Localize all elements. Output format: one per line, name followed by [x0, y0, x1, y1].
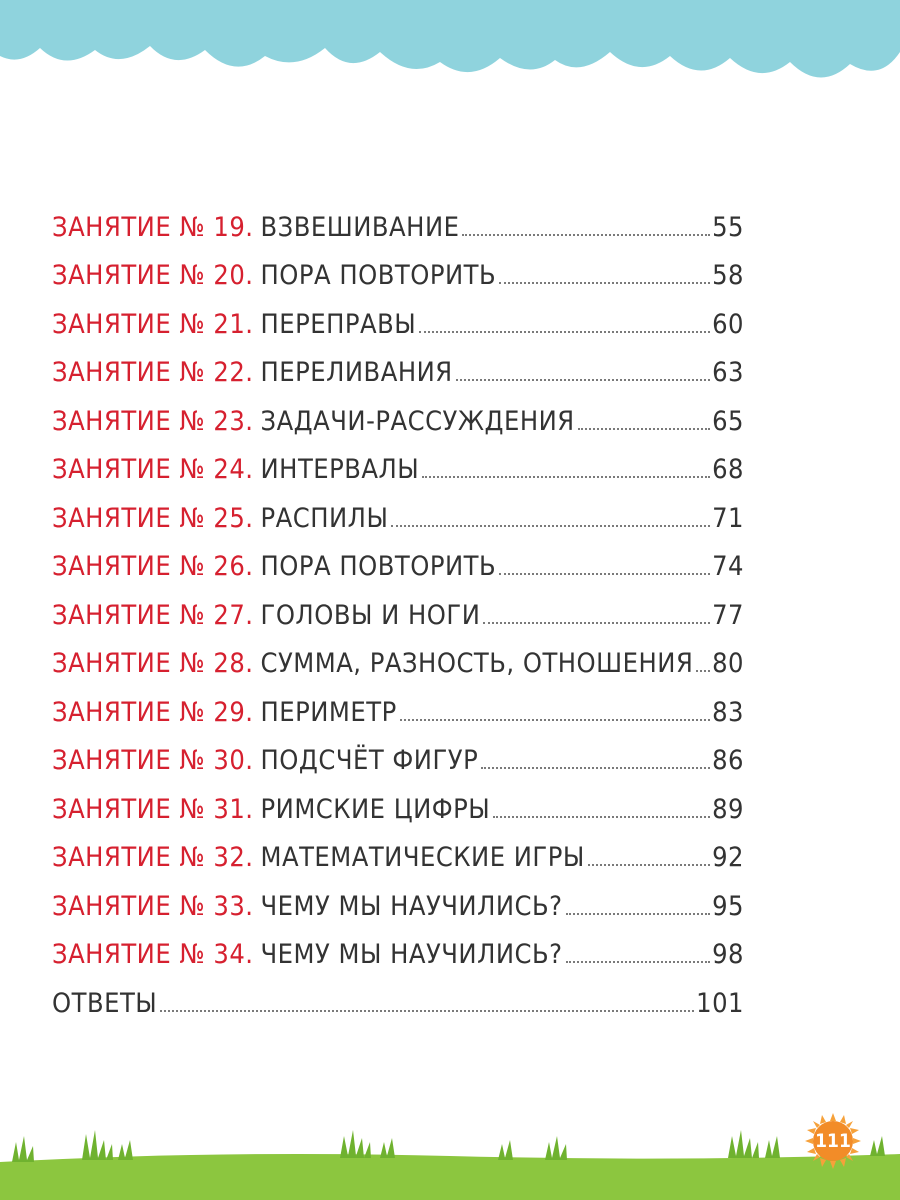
dot-leader: [696, 670, 710, 672]
page-reference: 98: [712, 939, 744, 970]
toc-entry-lesson-20[interactable]: [52, 241, 744, 290]
lesson-title: ЧЕМУ МЫ НАУЧИЛИСЬ?: [260, 939, 563, 970]
page-reference: 60: [712, 308, 744, 340]
toc-entry-lesson-27[interactable]: [52, 580, 744, 629]
dot-leader: [566, 913, 711, 915]
dot-leader: [419, 331, 710, 333]
lesson-title: РИМСКИЕ ЦИФРЫ: [260, 793, 491, 825]
grass-border-bottom: [0, 1110, 900, 1200]
table-of-contents: [52, 192, 744, 1017]
cloud-border-top: [0, 0, 900, 90]
lesson-number: ЗАНЯТИЕ № 33.: [52, 890, 254, 922]
lesson-number: ЗАНЯТИЕ № 22.: [52, 357, 254, 388]
dot-leader: [483, 622, 710, 624]
lesson-title: ГОЛОВЫ И НОГИ: [260, 599, 481, 631]
toc-entry-lesson-21[interactable]: [52, 289, 744, 338]
lesson-number: ЗАНЯТИЕ № 27.: [52, 599, 254, 631]
page-reference: 101: [696, 987, 744, 1019]
page-reference: 63: [712, 357, 744, 388]
page-number: 111: [815, 1130, 851, 1152]
lesson-number: ЗАНЯТИЕ № 31.: [52, 793, 254, 825]
lesson-title: ПОРА ПОВТОРИТЬ: [260, 551, 497, 582]
toc-entry-lesson-26[interactable]: [52, 532, 744, 581]
dot-leader: [566, 961, 711, 963]
lesson-title: ИНТЕРВАЛЫ: [260, 454, 420, 485]
lesson-number: ЗАНЯТИЕ № 29.: [52, 696, 254, 728]
dot-leader: [391, 525, 710, 527]
page-reference: 71: [712, 502, 744, 534]
toc-entry-lesson-31[interactable]: [52, 774, 744, 823]
dot-leader: [481, 767, 710, 769]
dot-leader: [499, 282, 710, 284]
lesson-number: ЗАНЯТИЕ № 25.: [52, 502, 254, 534]
page-reference: 86: [712, 745, 744, 776]
toc-entry-lesson-25[interactable]: [52, 483, 744, 532]
lesson-title: ПОДСЧЁТ ФИГУР: [260, 745, 479, 776]
dot-leader: [456, 379, 710, 381]
dot-leader: [588, 864, 710, 866]
lesson-title: ПЕРИМЕТР: [260, 696, 397, 728]
lesson-number: ЗАНЯТИЕ № 26.: [52, 551, 254, 582]
dot-leader: [400, 719, 710, 721]
answers-label: ОТВЕТЫ: [52, 987, 158, 1019]
page-reference: 65: [712, 405, 744, 437]
toc-entry-lesson-23[interactable]: [52, 386, 744, 435]
page-reference: 95: [712, 890, 744, 922]
lesson-title: ЗАДАЧИ-РАССУЖДЕНИЯ: [260, 405, 575, 437]
lesson-title: ПЕРЕПРАВЫ: [260, 308, 417, 340]
toc-entry-lesson-19[interactable]: [52, 192, 744, 241]
lesson-title: ПЕРЕЛИВАНИЯ: [260, 357, 453, 388]
dot-leader: [422, 476, 710, 478]
page-reference: 58: [712, 260, 744, 291]
lesson-number: ЗАНЯТИЕ № 20.: [52, 260, 254, 291]
lesson-number: ЗАНЯТИЕ № 24.: [52, 454, 254, 485]
lesson-title: СУММА, РАЗНОСТЬ, ОТНОШЕНИЯ: [260, 648, 694, 679]
lesson-number: ЗАНЯТИЕ № 28.: [52, 648, 254, 679]
lesson-number: ЗАНЯТИЕ № 34.: [52, 939, 254, 970]
toc-entry-lesson-34[interactable]: [52, 920, 744, 969]
dot-leader: [499, 573, 710, 575]
toc-entry-lesson-24[interactable]: [52, 435, 744, 484]
lesson-number: ЗАНЯТИЕ № 32.: [52, 842, 254, 873]
lesson-number: ЗАНЯТИЕ № 19.: [52, 211, 254, 243]
page-reference: 68: [712, 454, 744, 485]
dot-leader: [578, 428, 710, 430]
toc-entry-lesson-22[interactable]: [52, 338, 744, 387]
lesson-title: ЧЕМУ МЫ НАУЧИЛИСЬ?: [260, 890, 563, 922]
page-reference: 92: [712, 842, 744, 873]
lesson-number: ЗАНЯТИЕ № 23.: [52, 405, 254, 437]
toc-entry-lesson-32[interactable]: [52, 823, 744, 872]
page-reference: 83: [712, 696, 744, 728]
lesson-title: ВЗВЕШИВАНИЕ: [260, 211, 460, 243]
toc-entry-lesson-30[interactable]: [52, 726, 744, 775]
page-reference: 74: [712, 551, 744, 582]
toc-entry-lesson-29[interactable]: [52, 677, 744, 726]
page-reference: 55: [712, 211, 744, 243]
lesson-number: ЗАНЯТИЕ № 21.: [52, 308, 254, 340]
lesson-title: ПОРА ПОВТОРИТЬ: [260, 260, 497, 291]
page-number-badge: [805, 1113, 861, 1169]
dot-leader: [493, 816, 710, 818]
toc-entry-answers[interactable]: [52, 968, 744, 1017]
lesson-title: МАТЕМАТИЧЕСКИЕ ИГРЫ: [260, 842, 585, 873]
page-reference: 89: [712, 793, 744, 825]
lesson-number: ЗАНЯТИЕ № 30.: [52, 745, 254, 776]
toc-entry-lesson-28[interactable]: [52, 629, 744, 678]
toc-entry-lesson-33[interactable]: [52, 871, 744, 920]
dot-leader: [462, 234, 710, 236]
page-reference: 77: [712, 599, 744, 631]
lesson-title: РАСПИЛЫ: [260, 502, 389, 534]
dot-leader: [160, 1010, 694, 1012]
page-reference: 80: [712, 648, 744, 679]
